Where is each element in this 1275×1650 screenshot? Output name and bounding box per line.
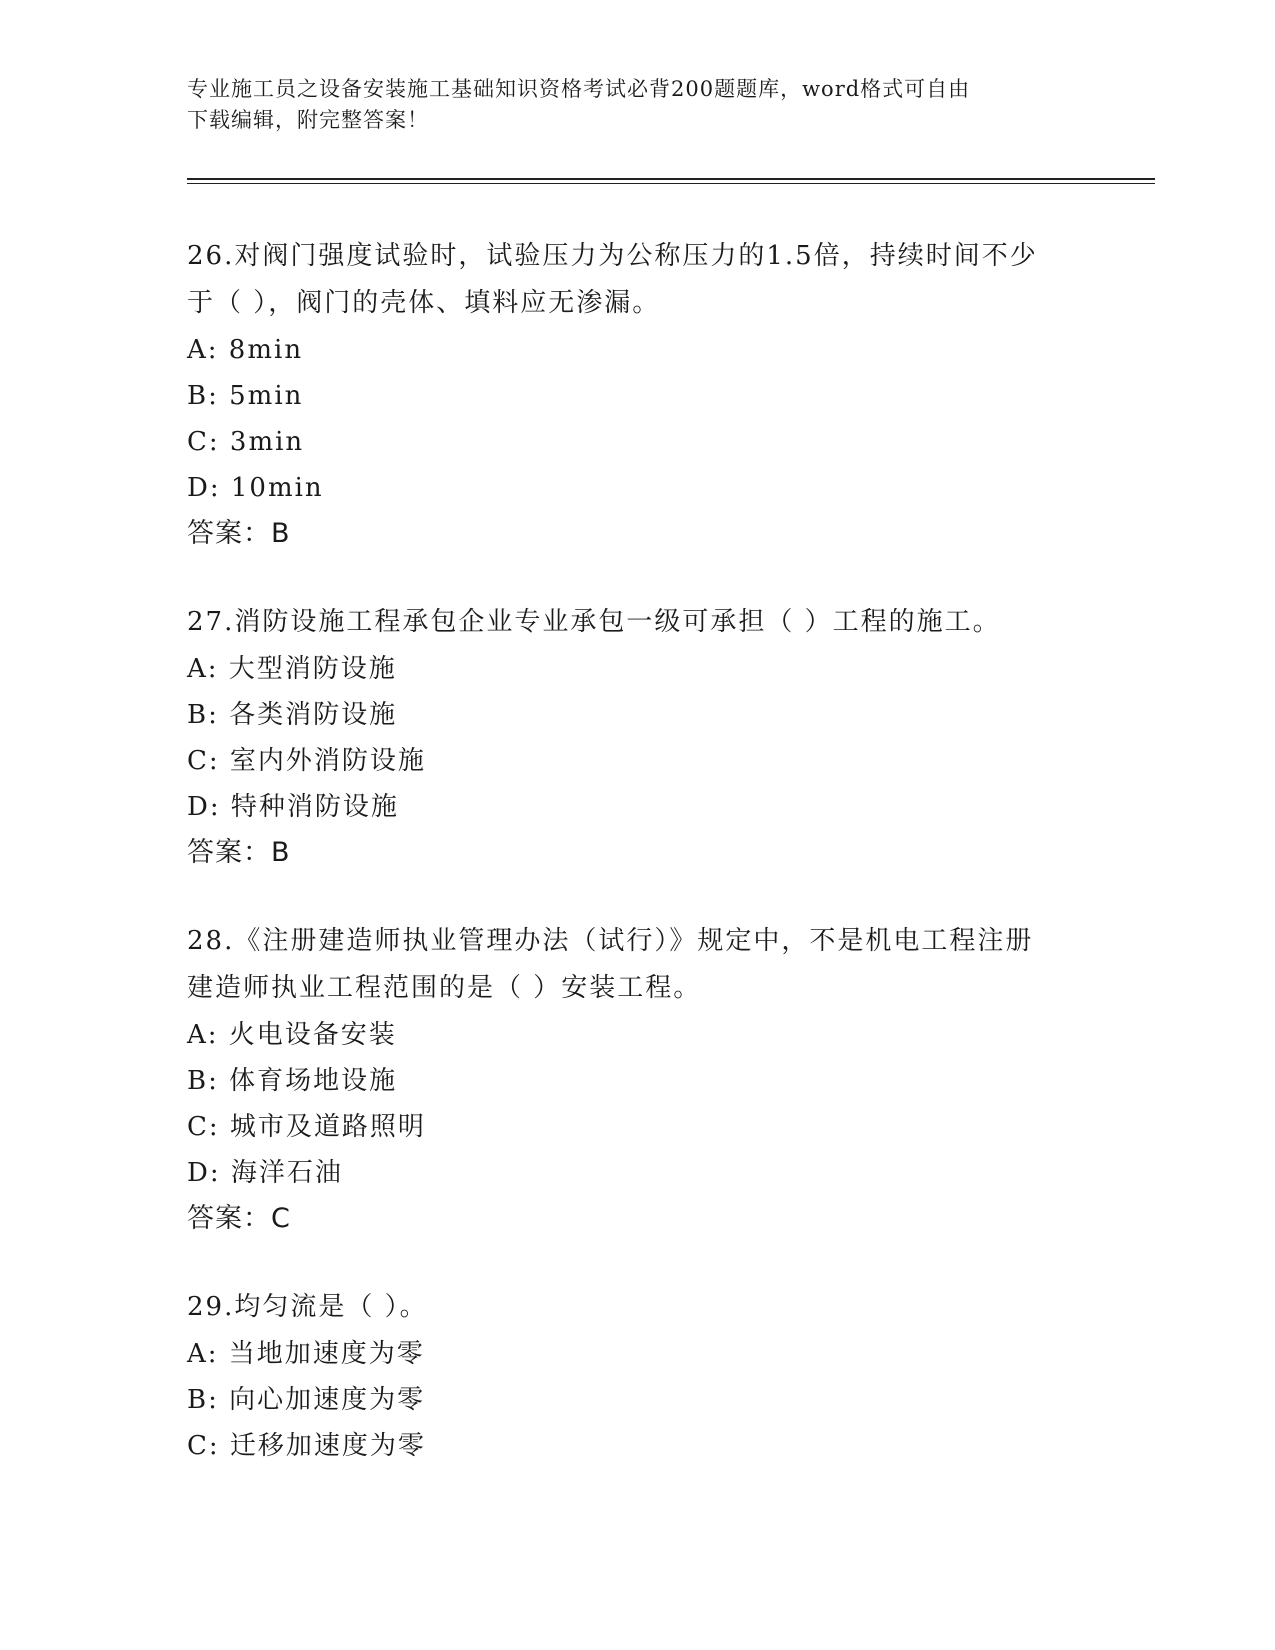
question-28 bbox=[187, 918, 1087, 1242]
answer-line: 答案：C bbox=[187, 1203, 291, 1234]
option-c: C: 室内外消防设施 bbox=[187, 746, 426, 776]
question-stem-line-1: 29.均匀流是（ ）。 bbox=[187, 1292, 428, 1322]
option-d: D: 10min bbox=[187, 473, 324, 503]
option-b: B: 向心加速度为零 bbox=[187, 1385, 426, 1415]
option-b: B: 5min bbox=[187, 381, 304, 411]
header-line-1: 专业施工员之设备安装施工基础知识资格考试必背200题题库，word格式可自由 bbox=[187, 77, 971, 101]
header-divider bbox=[187, 178, 1155, 184]
question-stem-line-2: 建造师执业工程范围的是（ ）安装工程。 bbox=[187, 973, 702, 1003]
option-a: A: 当地加速度为零 bbox=[187, 1339, 425, 1369]
option-a: A: 大型消防设施 bbox=[187, 654, 397, 684]
question-stem-line-1: 28.《注册建造师执业管理办法（试行）》规定中，不是机电工程注册 bbox=[187, 926, 1034, 956]
option-b: B: 体育场地设施 bbox=[187, 1066, 398, 1096]
answer-line: 答案：B bbox=[187, 518, 291, 549]
option-c: C: 3min bbox=[187, 427, 305, 457]
option-d: D: 海洋石油 bbox=[187, 1158, 343, 1188]
question-29 bbox=[187, 1284, 1087, 1469]
question-stem-line-1: 27.消防设施工程承包企业专业承包一级可承担（ ）工程的施工。 bbox=[187, 607, 1001, 637]
option-a: A: 火电设备安装 bbox=[187, 1020, 397, 1050]
option-d: D: 特种消防设施 bbox=[187, 792, 399, 822]
header-line-2: 下载编辑，附完整答案！ bbox=[187, 108, 429, 132]
question-stem-line-1: 26.对阀门强度试验时，试验压力为公称压力的1.5倍，持续时间不少 bbox=[187, 241, 1038, 271]
question-stem-line-2: 于（ ），阀门的壳体、填料应无渗漏。 bbox=[187, 288, 661, 318]
question-27 bbox=[187, 599, 1087, 876]
question-26 bbox=[187, 233, 1087, 557]
option-a: A: 8min bbox=[187, 335, 304, 365]
answer-line: 答案：B bbox=[187, 837, 291, 868]
option-c: C: 城市及道路照明 bbox=[187, 1112, 426, 1142]
option-c: C: 迁移加速度为零 bbox=[187, 1431, 426, 1461]
document-header bbox=[187, 74, 1087, 136]
option-b: B: 各类消防设施 bbox=[187, 700, 398, 730]
